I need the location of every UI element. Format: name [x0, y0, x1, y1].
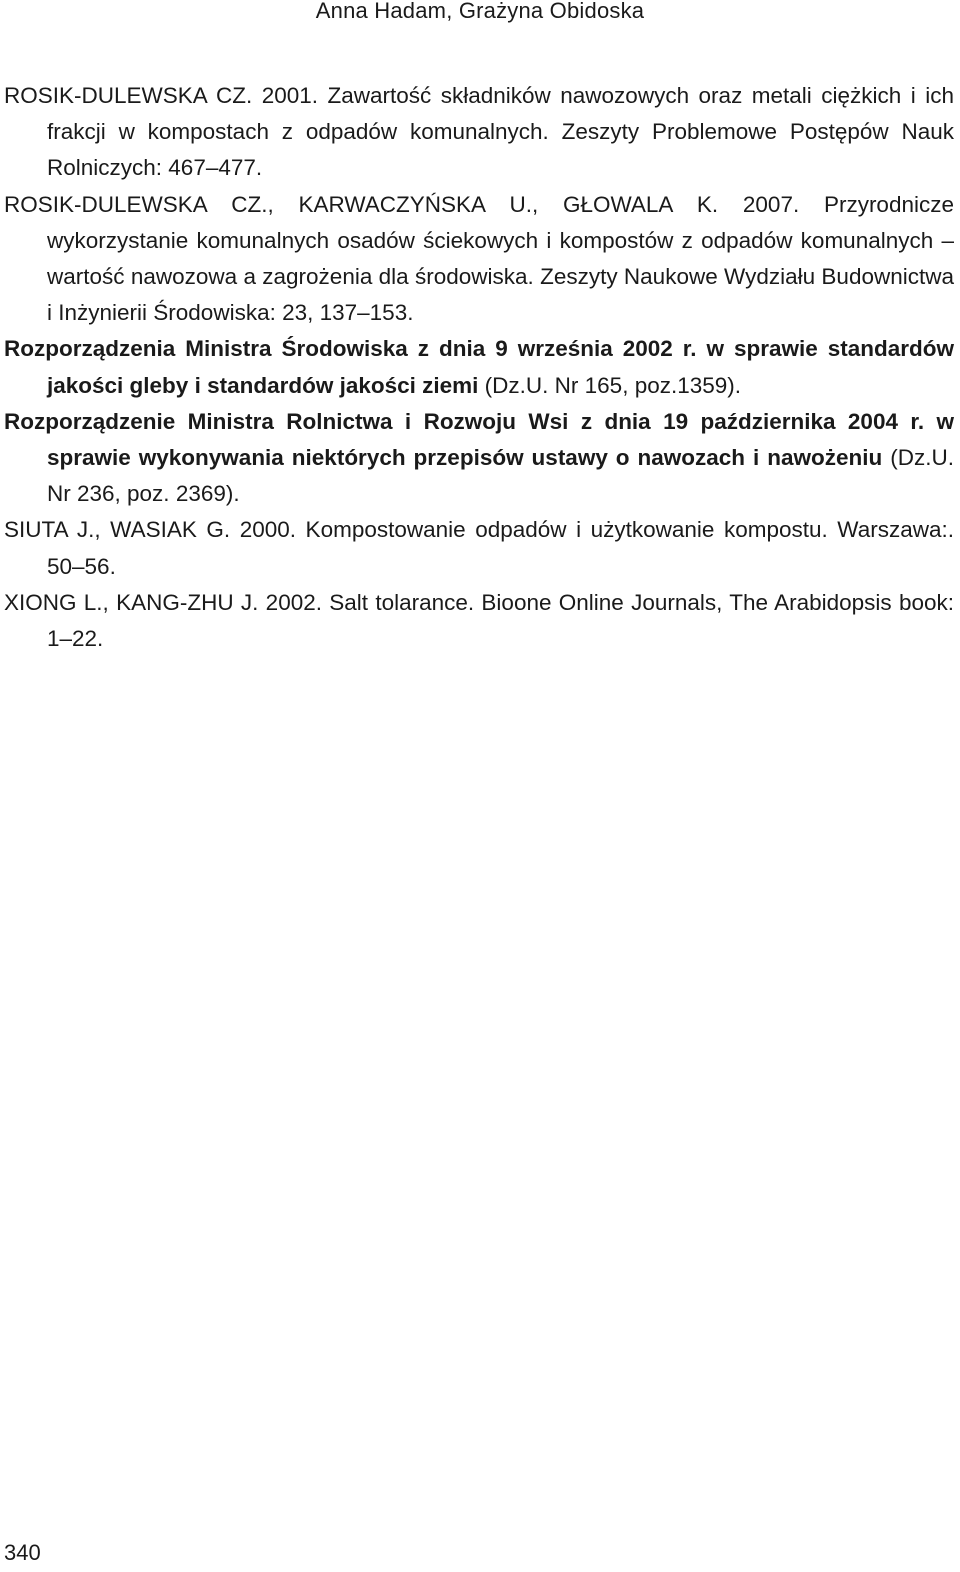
reference-text: ROSIK-DULEWSKA CZ., KARWACZYŃSKA U., GŁOWALA K. 2007. Przyrodnicze wykorzystanie komunalnych osadów ściekowych i kompostów z odpadów komunalnych – wartość nawozowa a zagrożenia dla środowiska. Zeszyty Naukowe Wydziału Budownictwa i Inżynierii Środowiska: 23, 137–153. [4, 191, 954, 326]
reference-text: ROSIK-DULEWSKA CZ. 2001. Zawartość składników nawozowych oraz metali ciężkich i ich frakcji w kompostach z odpadów komunalnych. Zeszyty Problemowe Postępów Nauk Rolniczych: 467–477. [4, 83, 954, 181]
reference-text: SIUTA J., WASIAK G. 2000. Kompostowanie odpadów i użytkowanie kompostu. Warszawa:. 50–56. [4, 517, 954, 579]
reference-text: (Dz.U. Nr 165, poz.1359). [478, 372, 742, 398]
reference-item [4, 585, 954, 657]
reference-item [4, 187, 954, 332]
reference-item [4, 78, 954, 187]
reference-item [4, 404, 954, 513]
reference-list [4, 78, 954, 657]
reference-title-bold: Rozporządzenia Ministra Środowiska z dnia 9 września 2002 r. w sprawie standardów jakości gleby i standardów jakości ziemi [4, 336, 954, 398]
reference-item [4, 331, 954, 403]
reference-title-bold: Rozporządzenie Ministra Rolnictwa i Rozwoju Wsi z dnia 19 października 2004 r. w sprawie wykonywania niektórych przepisów ustawy o nawozach i nawożeniu [4, 408, 954, 471]
page-number: 340 [4, 1540, 41, 1565]
reference-text: XIONG L., KANG-ZHU J. 2002. Salt tolarance. Bioone Online Journals, The Arabidopsis book: 1–22. [4, 589, 954, 652]
reference-text: (Dz.U. Nr 236, poz. 2369). [47, 445, 954, 507]
reference-item [4, 512, 954, 584]
running-header: Anna Hadam, Grażyna Obidoska [315, 0, 645, 23]
